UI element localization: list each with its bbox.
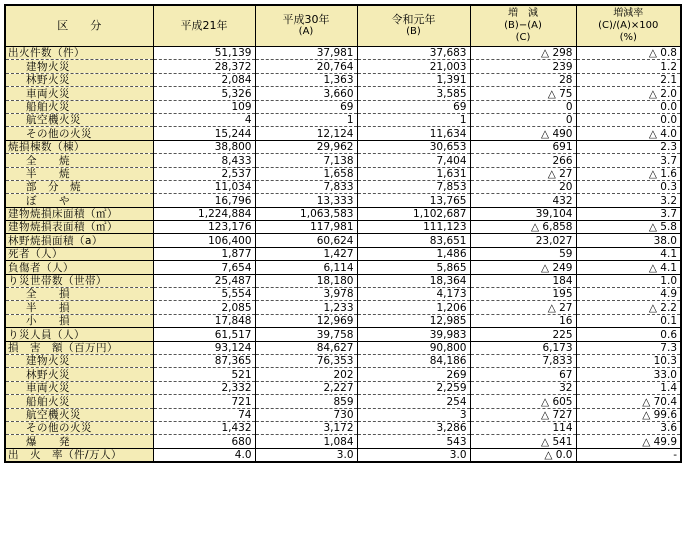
- value-diff: △ 541: [470, 435, 576, 448]
- row-label: 林野焼損面積（a）: [5, 234, 153, 247]
- value-r1: 18,364: [357, 274, 470, 287]
- value-h21: 8,433: [153, 154, 255, 167]
- value-r1: 3,286: [357, 421, 470, 434]
- value-r1: 7,404: [357, 154, 470, 167]
- value-h30: 1,084: [255, 435, 357, 448]
- value-h21: 87,365: [153, 354, 255, 367]
- value-h30: 29,962: [255, 140, 357, 153]
- value-diff: 39,104: [470, 207, 576, 220]
- value-r1: 254: [357, 395, 470, 408]
- value-h21: 4.0: [153, 448, 255, 462]
- table-body: [5, 47, 681, 463]
- table-row: [5, 167, 681, 180]
- value-h30: 202: [255, 368, 357, 381]
- value-h21: 2,332: [153, 381, 255, 394]
- value-h21: 106,400: [153, 234, 255, 247]
- value-rate: 2.1: [576, 73, 681, 86]
- value-h30: 1,233: [255, 301, 357, 314]
- value-r1: 1,206: [357, 301, 470, 314]
- table-row: [5, 194, 681, 207]
- value-diff: 0: [470, 100, 576, 113]
- value-h30: 18,180: [255, 274, 357, 287]
- value-h30: 3.0: [255, 448, 357, 462]
- value-rate: 0.0: [576, 113, 681, 126]
- value-r1: 69: [357, 100, 470, 113]
- value-r1: 1,631: [357, 167, 470, 180]
- table-row: [5, 448, 681, 462]
- header-h30: 平成30年 (A): [255, 5, 357, 47]
- table-row: [5, 234, 681, 247]
- value-r1: 269: [357, 368, 470, 381]
- table-row: [5, 207, 681, 220]
- value-h21: 17,848: [153, 314, 255, 327]
- value-h30: 2,227: [255, 381, 357, 394]
- value-r1: 1,102,687: [357, 207, 470, 220]
- value-h21: 4: [153, 113, 255, 126]
- row-label: 部 分 焼: [5, 180, 153, 193]
- value-h21: 15,244: [153, 127, 255, 140]
- value-h21: 1,224,884: [153, 207, 255, 220]
- value-diff: 0: [470, 113, 576, 126]
- row-label: 航空機火災: [5, 408, 153, 421]
- value-h30: 13,333: [255, 194, 357, 207]
- table-row: [5, 301, 681, 314]
- value-r1: 2,259: [357, 381, 470, 394]
- table-row: [5, 381, 681, 394]
- header-rate: 増減率 (C)/(A)×100 (%): [576, 5, 681, 47]
- value-rate: 3.2: [576, 194, 681, 207]
- value-r1: 543: [357, 435, 470, 448]
- table-row: [5, 341, 681, 354]
- value-rate: 4.1: [576, 247, 681, 260]
- value-diff: 691: [470, 140, 576, 153]
- row-label: 損 害 額（百万円）: [5, 341, 153, 354]
- row-label: 全 焼: [5, 154, 153, 167]
- row-label: 小 損: [5, 314, 153, 327]
- table-row: [5, 435, 681, 448]
- value-h30: 12,124: [255, 127, 357, 140]
- value-diff: △ 27: [470, 301, 576, 314]
- value-r1: 83,651: [357, 234, 470, 247]
- table-row: [5, 221, 681, 234]
- value-diff: △ 0.0: [470, 448, 576, 462]
- value-h30: 3,978: [255, 288, 357, 301]
- header-h21: 平成21年: [153, 5, 255, 47]
- value-h30: 76,353: [255, 354, 357, 367]
- table-row: [5, 47, 681, 60]
- value-diff: 67: [470, 368, 576, 381]
- row-label: り災人員（人）: [5, 328, 153, 341]
- value-diff: 225: [470, 328, 576, 341]
- table-row: [5, 113, 681, 126]
- value-h21: 5,554: [153, 288, 255, 301]
- table-row: [5, 87, 681, 100]
- value-h21: 123,176: [153, 221, 255, 234]
- value-rate: △ 2.2: [576, 301, 681, 314]
- value-r1: 5,865: [357, 261, 470, 274]
- value-rate: 0.0: [576, 100, 681, 113]
- row-label: 半 焼: [5, 167, 153, 180]
- value-r1: 4,173: [357, 288, 470, 301]
- value-h30: 117,981: [255, 221, 357, 234]
- value-diff: 28: [470, 73, 576, 86]
- value-r1: 39,983: [357, 328, 470, 341]
- table-row: [5, 421, 681, 434]
- value-h21: 61,517: [153, 328, 255, 341]
- value-diff: △ 727: [470, 408, 576, 421]
- table-row: [5, 274, 681, 287]
- fire-statistics-table: [4, 4, 682, 463]
- value-rate: 0.6: [576, 328, 681, 341]
- value-rate: 33.0: [576, 368, 681, 381]
- value-h30: 20,764: [255, 60, 357, 73]
- value-diff: 6,173: [470, 341, 576, 354]
- row-label: 航空機火災: [5, 113, 153, 126]
- value-r1: 13,765: [357, 194, 470, 207]
- value-h21: 2,537: [153, 167, 255, 180]
- row-label: 出 火 率（件/万人）: [5, 448, 153, 462]
- value-h30: 7,833: [255, 180, 357, 193]
- table-row: [5, 408, 681, 421]
- value-diff: △ 6,858: [470, 221, 576, 234]
- value-r1: 3.0: [357, 448, 470, 462]
- row-label: 出火件数（件）: [5, 47, 153, 60]
- value-diff: 195: [470, 288, 576, 301]
- value-rate: △ 99.6: [576, 408, 681, 421]
- value-rate: △ 70.4: [576, 395, 681, 408]
- value-diff: △ 75: [470, 87, 576, 100]
- row-label: その他の火災: [5, 421, 153, 434]
- value-h21: 680: [153, 435, 255, 448]
- value-h21: 38,800: [153, 140, 255, 153]
- value-r1: 7,853: [357, 180, 470, 193]
- value-diff: △ 27: [470, 167, 576, 180]
- value-h30: 859: [255, 395, 357, 408]
- value-h21: 25,487: [153, 274, 255, 287]
- table-row: [5, 127, 681, 140]
- value-rate: 3.7: [576, 154, 681, 167]
- table-row: [5, 60, 681, 73]
- value-rate: 4.9: [576, 288, 681, 301]
- value-rate: △ 4.0: [576, 127, 681, 140]
- value-r1: 1: [357, 113, 470, 126]
- row-label: ぼ や: [5, 194, 153, 207]
- value-diff: 23,027: [470, 234, 576, 247]
- value-h21: 11,034: [153, 180, 255, 193]
- row-label: 車両火災: [5, 381, 153, 394]
- table-row: [5, 261, 681, 274]
- row-label: 負傷者（人）: [5, 261, 153, 274]
- value-rate: △ 1.6: [576, 167, 681, 180]
- header-r1: 令和元年 (B): [357, 5, 470, 47]
- value-h21: 7,654: [153, 261, 255, 274]
- value-h30: 84,627: [255, 341, 357, 354]
- row-label: 林野火災: [5, 368, 153, 381]
- value-h30: 7,138: [255, 154, 357, 167]
- value-r1: 3,585: [357, 87, 470, 100]
- value-diff: 239: [470, 60, 576, 73]
- value-rate: 2.3: [576, 140, 681, 153]
- value-h21: 2,085: [153, 301, 255, 314]
- value-rate: 1.0: [576, 274, 681, 287]
- value-h30: 1,658: [255, 167, 357, 180]
- value-r1: 84,186: [357, 354, 470, 367]
- value-diff: △ 298: [470, 47, 576, 60]
- value-diff: 16: [470, 314, 576, 327]
- value-diff: △ 249: [470, 261, 576, 274]
- table-row: [5, 395, 681, 408]
- value-r1: 21,003: [357, 60, 470, 73]
- table-row: [5, 100, 681, 113]
- row-label: り災世帯数（世帯）: [5, 274, 153, 287]
- value-h30: 37,981: [255, 47, 357, 60]
- table-row: [5, 180, 681, 193]
- value-r1: 1,486: [357, 247, 470, 260]
- row-label: 林野火災: [5, 73, 153, 86]
- table-row: [5, 140, 681, 153]
- table-row: [5, 154, 681, 167]
- value-rate: △ 4.1: [576, 261, 681, 274]
- value-h30: 12,969: [255, 314, 357, 327]
- table-row: [5, 288, 681, 301]
- value-h21: 1,877: [153, 247, 255, 260]
- value-diff: 32: [470, 381, 576, 394]
- value-rate: 1.2: [576, 60, 681, 73]
- value-rate: 0.3: [576, 180, 681, 193]
- header-diff: 増 減 (B)−(A) (C): [470, 5, 576, 47]
- value-h21: 93,124: [153, 341, 255, 354]
- value-rate: △ 49.9: [576, 435, 681, 448]
- value-h30: 1,063,583: [255, 207, 357, 220]
- header-category: 区 分: [5, 5, 153, 47]
- table-row: [5, 328, 681, 341]
- value-rate: △ 0.8: [576, 47, 681, 60]
- value-h30: 6,114: [255, 261, 357, 274]
- value-rate: 1.4: [576, 381, 681, 394]
- value-h30: 39,758: [255, 328, 357, 341]
- value-h21: 28,372: [153, 60, 255, 73]
- row-label: 建物焼損床面積（㎡）: [5, 207, 153, 220]
- value-rate: 3.6: [576, 421, 681, 434]
- value-rate: △ 5.8: [576, 221, 681, 234]
- value-r1: 37,683: [357, 47, 470, 60]
- value-r1: 30,653: [357, 140, 470, 153]
- value-diff: 184: [470, 274, 576, 287]
- row-label: 爆 発: [5, 435, 153, 448]
- value-h21: 1,432: [153, 421, 255, 434]
- value-rate: 38.0: [576, 234, 681, 247]
- value-rate: 3.7: [576, 207, 681, 220]
- value-r1: 1,391: [357, 73, 470, 86]
- table-row: [5, 368, 681, 381]
- value-h21: 16,796: [153, 194, 255, 207]
- row-label: 焼損棟数（棟）: [5, 140, 153, 153]
- value-h21: 51,139: [153, 47, 255, 60]
- value-h21: 721: [153, 395, 255, 408]
- value-r1: 90,800: [357, 341, 470, 354]
- value-diff: 432: [470, 194, 576, 207]
- table-row: [5, 314, 681, 327]
- value-rate: △ 2.0: [576, 87, 681, 100]
- row-label: 車両火災: [5, 87, 153, 100]
- value-h30: 1: [255, 113, 357, 126]
- row-label: 死者（人）: [5, 247, 153, 260]
- value-diff: △ 605: [470, 395, 576, 408]
- value-diff: 7,833: [470, 354, 576, 367]
- value-diff: 114: [470, 421, 576, 434]
- value-h21: 109: [153, 100, 255, 113]
- header-row: [5, 5, 681, 47]
- value-rate: -: [576, 448, 681, 462]
- value-h21: 521: [153, 368, 255, 381]
- value-diff: 20: [470, 180, 576, 193]
- value-diff: 59: [470, 247, 576, 260]
- value-r1: 11,634: [357, 127, 470, 140]
- table-row: [5, 247, 681, 260]
- value-h21: 2,084: [153, 73, 255, 86]
- table-row: [5, 73, 681, 86]
- value-h21: 5,326: [153, 87, 255, 100]
- row-label: その他の火災: [5, 127, 153, 140]
- row-label: 建物火災: [5, 354, 153, 367]
- value-r1: 111,123: [357, 221, 470, 234]
- value-h30: 3,660: [255, 87, 357, 100]
- value-h30: 60,624: [255, 234, 357, 247]
- value-rate: 7.3: [576, 341, 681, 354]
- value-h30: 3,172: [255, 421, 357, 434]
- row-label: 建物火災: [5, 60, 153, 73]
- row-label: 全 損: [5, 288, 153, 301]
- row-label: 船舶火災: [5, 100, 153, 113]
- value-h30: 730: [255, 408, 357, 421]
- row-label: 建物焼損表面積（㎡）: [5, 221, 153, 234]
- value-h21: 74: [153, 408, 255, 421]
- row-label: 半 損: [5, 301, 153, 314]
- value-diff: 266: [470, 154, 576, 167]
- value-diff: △ 490: [470, 127, 576, 140]
- value-rate: 10.3: [576, 354, 681, 367]
- value-r1: 3: [357, 408, 470, 421]
- value-r1: 12,985: [357, 314, 470, 327]
- row-label: 船舶火災: [5, 395, 153, 408]
- value-h30: 69: [255, 100, 357, 113]
- table-row: [5, 354, 681, 367]
- value-h30: 1,427: [255, 247, 357, 260]
- value-rate: 0.1: [576, 314, 681, 327]
- value-h30: 1,363: [255, 73, 357, 86]
